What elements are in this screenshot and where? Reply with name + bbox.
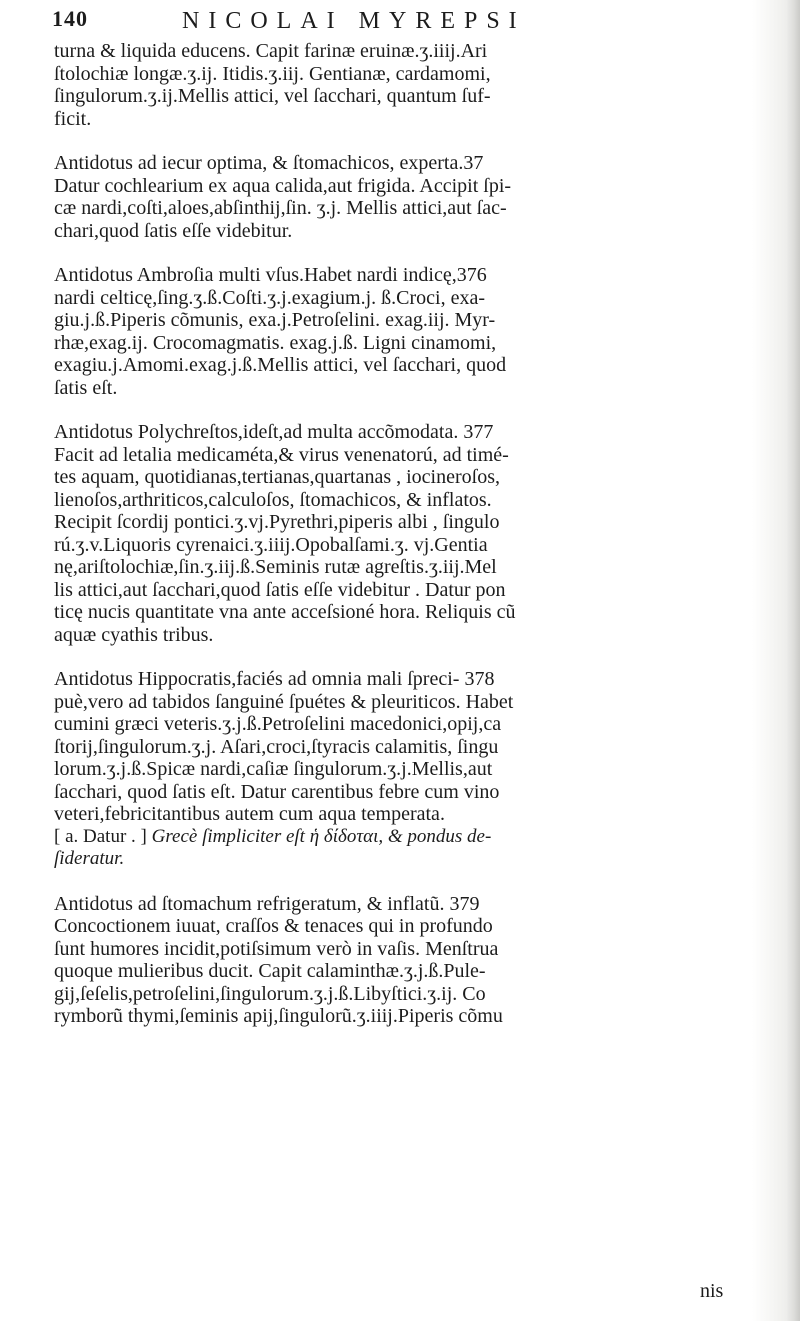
text-line: ſtolochiæ longæ.ʒ.ij. Itidis.ʒ.iij. Gentianæ, cardamomi,: [54, 62, 491, 85]
text-line: turna & liquida educens. Capit farinæ eruinæ.ʒ.iiij.Ari: [54, 40, 488, 62]
text-line: Antidotus Ambroſia multi vſus.Habet nardi indicę,376: [54, 264, 487, 286]
text-body: [54, 40, 746, 1050]
text-line: ſatis eſt.: [54, 376, 118, 399]
catchword: nis: [700, 1280, 724, 1302]
text-line: Antidotus ad ſtomachum refrigeratum, & inflatũ. 379: [54, 892, 480, 915]
text-line: rú.ʒ.v.Liquoris cyrenaici.ʒ.iiij.Opobalſami.ʒ. vj.Gentia: [54, 533, 488, 556]
note-text: Grecè ſimpliciter eſt ἡ δίδοται, & pondus de-: [151, 825, 492, 847]
text-line: nardi celticę,ſing.ʒ.ß.Coſti.ʒ.j.exagium.j. ß.Croci, exa-: [54, 286, 485, 309]
editorial-note: [54, 826, 746, 849]
text-line: veteri,febricitantibus autem cum aqua temperata.: [54, 803, 445, 825]
text-line: cæ nardi,coſti,aloes,abſinthij,ſin. ʒ.j. Mellis attici,aut ſac-: [54, 197, 507, 219]
text-line: Antidotus Hippocratis,faciés ad omnia mali ſpreci- 378: [54, 668, 495, 690]
text-line: Datur cochlearium ex aqua calida,aut frigida. Accipit ſpi-: [54, 174, 512, 197]
text-line: quoque mulieribus ducit. Capit calaminthæ.ʒ.j.ß.Pule-: [54, 960, 486, 982]
text-line: chari,quod ſatis eſſe videbitur.: [54, 219, 293, 242]
paragraph-recipe-376: [54, 264, 746, 399]
paragraph-recipe-379: [54, 893, 746, 1028]
text-line: ſacchari, quod ſatis eſt. Datur carentibus febre cum vino: [54, 780, 500, 803]
text-line: ficit.: [54, 107, 92, 130]
text-line: aquæ cyathis tribus.: [54, 623, 214, 646]
page-header: [52, 4, 752, 44]
paragraph-intro-continuation: [54, 40, 746, 130]
paragraph-recipe-377: [54, 421, 746, 646]
running-head: NICOLAI MYREPSI: [182, 8, 526, 34]
text-line: nę,ariſtolochiæ,ſin.ʒ.iij.ß.Seminis rutæ agreſtis.ʒ.iij.Mel: [54, 556, 497, 578]
note-marker: [ a. Datur . ]: [54, 825, 147, 847]
text-line: giu.j.ß.Piperis cõmunis, exa.j.Petroſelini. exag.iij. Myr-: [54, 309, 496, 331]
paragraph-recipe-378: [54, 668, 746, 871]
text-line: rymborũ thymi,ſeminis apij,ſingulorũ.ʒ.iiij.Piperis cõmu: [54, 1005, 503, 1027]
paragraph-recipe-376a: [54, 152, 746, 242]
text-line: tes aquam, quotidianas,tertianas,quartanas , iocineroſos,: [54, 466, 500, 488]
text-line: ticę nucis quantitate vna ante acceſsioné hora. Reliquis cũ: [54, 601, 516, 623]
text-line: lorum.ʒ.j.ß.Spicæ nardi,caſiæ ſingulorum.ʒ.j.Mellis,aut: [54, 758, 493, 780]
page-edge-shadow: [786, 0, 800, 1321]
page-number: 140: [52, 6, 88, 31]
text-line: Facit ad letalia medicaméta,& virus venenatorú, ad timé-: [54, 443, 509, 466]
text-line: ſtorij,ſingulorum.ʒ.j. Aſari,croci,ſtyracis calamitis, ſingu: [54, 735, 499, 758]
text-line: lienoſos,arthriticos,calculoſos, ſtomachicos, & inflatos.: [54, 488, 492, 511]
text-line: puè,vero ad tabidos ſanguiné ſpuétes & pleuriticos. Habet: [54, 690, 514, 713]
text-line: Recipit ſcordij pontici.ʒ.vj.Pyrethri,piperis albi , ſingulo: [54, 511, 500, 533]
text-line: ſunt humores incidit,potiſsimum verò in vaſis. Menſtrua: [54, 937, 499, 960]
text-line: rhæ,exag.ij. Crocomagmatis. exag.j.ß. Ligni cinamomi,: [54, 331, 497, 354]
text-line: Concoctionem iuuat, craſſos & tenaces qui in profundo: [54, 915, 493, 937]
text-line: lis attici,aut ſacchari,quod ſatis eſſe videbitur . Datur pon: [54, 578, 506, 601]
text-line: exagiu.j.Amomi.exag.j.ß.Mellis attici, vel ſacchari, quod: [54, 354, 507, 376]
editorial-note-continuation: ſideratur.: [54, 848, 125, 869]
text-line: ſingulorum.ʒ.ij.Mellis attici, vel ſacchari, quantum ſuf-: [54, 85, 491, 107]
text-line: Antidotus Polychreſtos,ideſt,ad multa accõmodata. 377: [54, 421, 494, 443]
text-line: cumini græci veteris.ʒ.j.ß.Petroſelini macedonici,opij,ca: [54, 713, 502, 735]
text-line: Antidotus ad iecur optima, & ſtomachicos, experta.37: [54, 152, 484, 174]
text-line: gij,ſeſelis,petroſelini,ſingulorum.ʒ.j.ß.Libyſtici.ʒ.ij. Co: [54, 982, 486, 1005]
